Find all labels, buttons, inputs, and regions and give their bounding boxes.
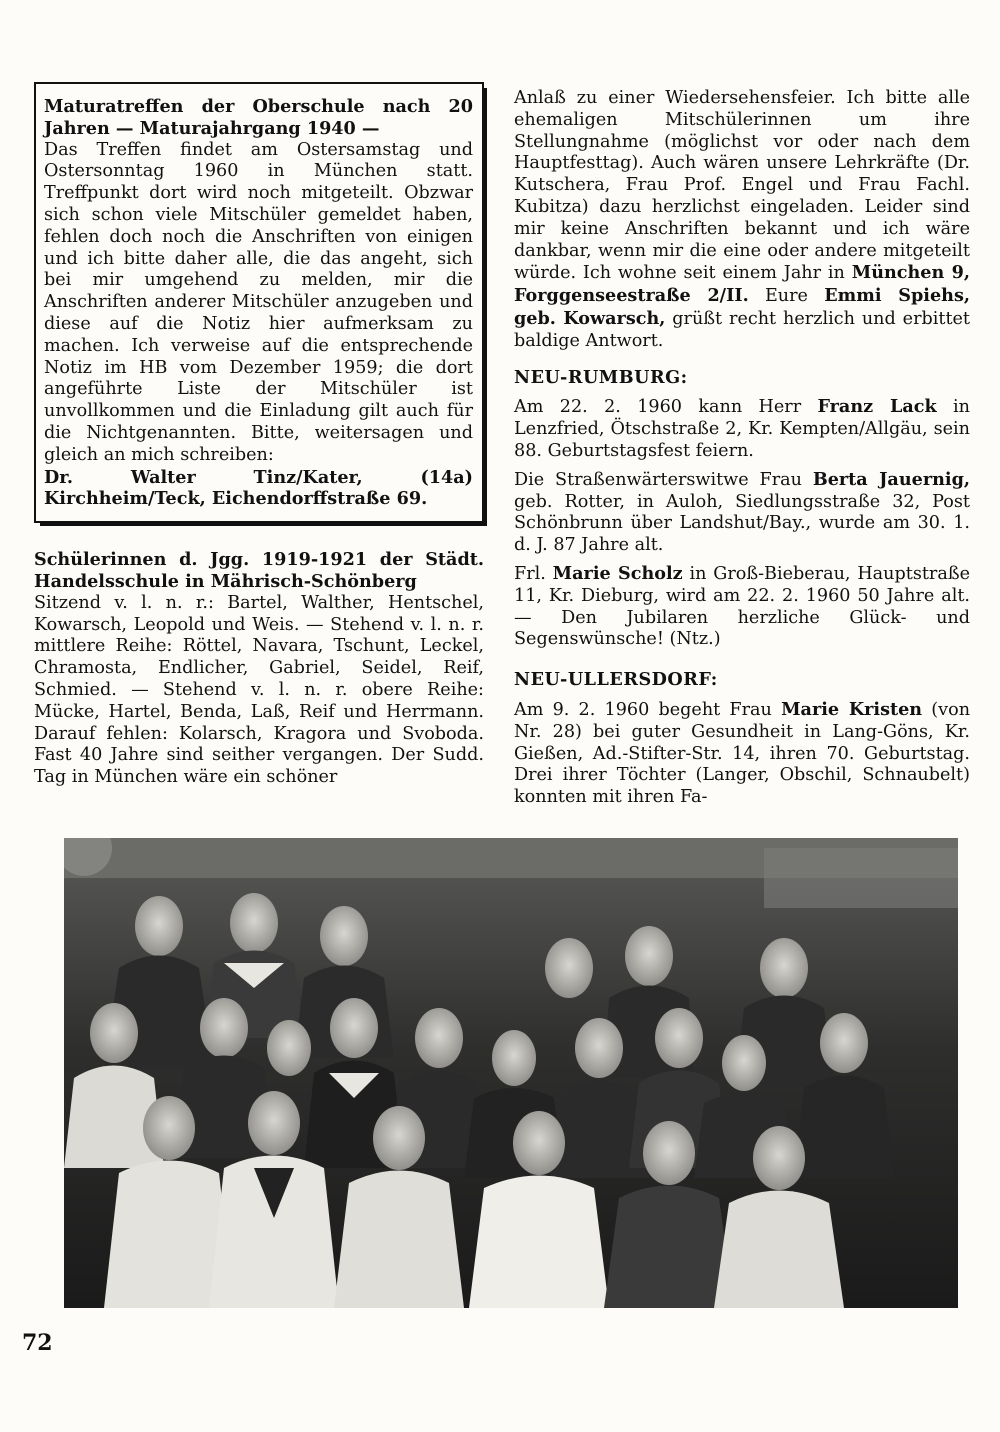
section-heading-neu-ullersdorf: NEU-ULLERSDORF: [514,669,718,691]
page-number: 72 [22,1330,53,1356]
item-text: Am 22. 2. 1960 kann Herr [514,397,802,418]
notice-title: Maturatreffen der Oberschule nach 20 Jahren — Maturajahrgang 1940 — [44,96,473,139]
neu-rumburg-item [514,563,970,651]
continuation-signature: Emmi Spiehs, geb. Kowarsch, [514,285,971,329]
item-text: Frl. [514,563,546,584]
class-group-photo [64,838,958,1308]
notice-body: Das Treffen findet am Ostersamstag und Ostersonntag 1960 in München statt. Treffpunkt dort wird noch mitgeteilt. Obzwar sich schon viele Mitschüler gemeldet haben, fehlen doch noch die Anschriften von einigen und ich bitte daher alle, die das angeht, sich bei mir umgehend zu melden, mir die Anschriften anderer Mitschüler anzugeben und diese auf die Notiz hier aufmerksam zu machen. Ich verweise auf die entsprechende Notiz im HB vom Dezember 1959; die dort angeführte Liste der Mitschüler ist unvollkommen und die Einladung gilt auch für die Nichtgenannten. Bitte, weitersagen und gleich an mich schreiben: [44,139,473,465]
item-text: (von Nr. 28) bei guter Gesundheit in Lang-Göns, Kr. Gießen, Ad.-Stifter-Str. 14, ihren 70. Geburtstag. Drei ihrer Töchter (Langer, Obschil, Schnaubelt) konnten mit ihren Fa- [514,699,971,808]
person-name: Franz Lack [817,396,937,418]
continuation-text: Anlaß zu einer Wiedersehensfeier. Ich bitte alle ehemaligen Mitschülerinnen um ihre Stellungnahme (möglichst vor oder nach dem Hauptfesttag). Auch wären unsere Lehrkräfte (Dr. Kutschera, Frau Prof. Engel und Frau Fachl. Kubitza) dazu herzlichst eingeladen. Leider sind mir keine Anschriften bekannt und ich wäre dankbar, wenn mir die eine oder andere mitgeteilt würde. Ich wohne seit einem Jahr in [514,88,970,284]
person-name: Marie Scholz [552,562,683,584]
continuation-paragraph [514,88,970,353]
continuation-address: München 9, Forggenseestraße 2/II. [514,262,971,307]
caption-title: Schülerinnen d. Jgg. 1919-1921 der Städt. Handelsschule in Mährisch-Schönberg [34,549,484,592]
person-name: Berta Jauernig, [812,468,970,490]
group-photo-image [64,838,958,1308]
neu-rumburg-item [514,469,970,557]
continuation-text-3: grüßt recht herzlich und erbittet baldige Antwort. [514,308,970,351]
continuation-text-2: Eure [764,286,808,307]
notice-address: Dr. Walter Tinz/Kater, (14a) Kirchheim/Teck, Eichendorffstraße 69. [44,466,473,510]
item-text: in Groß-Bieberau, Hauptstraße 11, Kr. Dieburg, wird am 22. 2. 1960 50 Jahre alt. — Den Jubilaren herzliche Glück- und Segenswünsche! (Ntz.) [514,563,970,650]
caption-body: Sitzend v. l. n. r.: Bartel, Walther, Hentschel, Kowarsch, Leopold und Weis. — Stehend v. l. n. r. mittlere Reihe: Röttel, Navara, Tschunt, Leckel, Chramosta, Endlicher, Gabriel, Seidel, Reif, Schmied. — Stehend v. l. n. r. obere Reihe: Mücke, Hartel, Benda, Laß, Reif und Herrmann. Darauf fehlen: Kolarsch, Kragora und Svoboda. Fast 40 Jahre sind seither vergangen. Der Sudd. Tag in München wäre ein schöner [34,592,484,788]
item-text: Die Straßenwärterswitwe Frau [514,469,802,490]
person-name: Marie Kristen [781,698,923,720]
photo-caption [34,549,484,789]
neu-ullersdorf-item [514,699,970,809]
item-text: geb. Rotter, in Auloh, Siedlungsstraße 32, Post Schönbrunn über Landshut/Bay., wurde am 30. 1. d. J. 87 Jahre alt. [514,491,970,556]
neu-rumburg-item [514,396,970,462]
right-column [514,88,970,809]
section-heading-neu-rumburg: NEU-RUMBURG: [514,366,688,388]
item-text: in Lenzfried, Ötschstraße 2, Kr. Kempten/Allgäu, sein 88. Geburtstagsfest feiern. [514,397,970,461]
reunion-notice-box [34,82,484,523]
item-text: Am 9. 2. 1960 begeht Frau [514,699,772,720]
left-column [34,82,484,789]
